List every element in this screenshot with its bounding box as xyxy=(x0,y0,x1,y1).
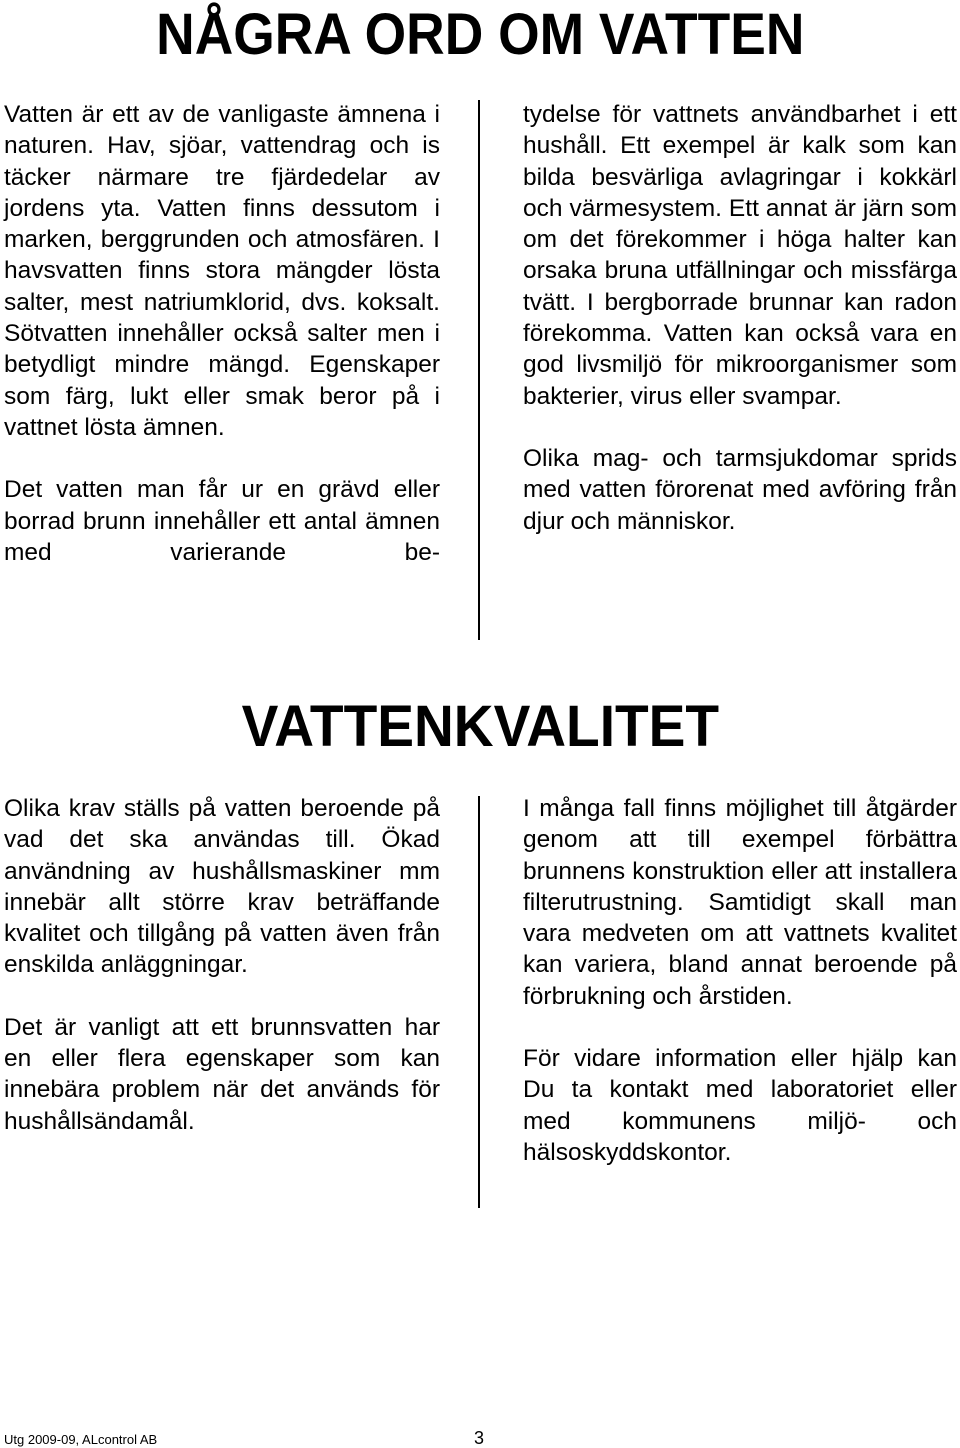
section1-right-column xyxy=(523,99,957,537)
section-heading-text: VATTENKVALITET xyxy=(241,694,719,759)
page-number: 3 xyxy=(474,1428,485,1448)
column-divider xyxy=(478,796,480,1208)
column-divider xyxy=(478,100,480,640)
section2-left-paragraph-2: Det är vanligt att ett brunnsvatten har en eller flera egenskaper som kan innebära problem när det används för hushållsändamål. xyxy=(4,1013,440,1135)
section1-left-paragraph-2: Det vatten man får ur en grävd eller borrad brunn innehåller ett antal ämnen med varierande be- xyxy=(4,476,440,566)
footer-publisher: Utg 2009-09, ALcontrol AB xyxy=(4,1432,158,1447)
section2-right-paragraph-1: I många fall finns möjlighet till åtgärder genom att till exempel förbättra brunnens konstruktion eller att installera filterutrustning. Samtidigt skall man vara medveten om att vattnets kvalitet kan variera, bland annat beroende på förbrukning och årstiden. xyxy=(523,795,957,1010)
section2-right-paragraph-2: För vidare information eller hjälp kan Du ta kontakt med laboratoriet eller med kommunens miljö- och hälsoskyddskontor. xyxy=(523,1045,957,1166)
section1-right-paragraph-2: Olika mag- och tarmsjukdomar sprids med vatten förorenat med avföring från djur och människor. xyxy=(523,444,957,535)
section1-left-paragraph-1: Vatten är ett av de vanligaste ämnena i naturen. Hav, sjöar, vattendrag och is täcker närmare tre fjärdedelar av jordens yta. Vatten finns dessutom i marken, berggrunden och atmosfären. I havsvatten finns stora mängder lösta salter, mest natriumklorid, dvs. koksalt. Sötvatten innehåller också salter men i betydligt mindre mängd. Egenskaper som färg, lukt eller smak beror på i vattnet lösta ämnen. xyxy=(4,101,440,441)
section1-left-column xyxy=(4,99,440,568)
section2-left-paragraph-1: Olika krav ställs på vatten beroende på vad det ska användas till. Ökad användning av hushållsmaskiner mm innebär allt större krav beträffande kvalitet och tillgång på vatten även från enskilda anläggningar. xyxy=(4,795,440,979)
section2-left-column xyxy=(4,793,440,1137)
page-title-text: NÅGRA ORD OM VATTEN xyxy=(155,2,805,67)
section1-right-paragraph-1: tydelse för vattnets användbarhet i ett hushåll. Ett exempel är kalk som kan bilda besvärliga avlagringar i kokkärl och värmesystem. Ett annat är järn som om det förekommer i höga halter kan orsaka bruna utfällningar och missfärga tvätt. I bergborrade brunnar kan radon förekomma. Vatten kan också vara en god livsmiljö för mikroorganismer som bakterier, virus eller svampar. xyxy=(523,101,957,410)
section2-right-column xyxy=(523,793,957,1168)
page-title xyxy=(0,2,960,67)
section-heading xyxy=(0,694,960,759)
